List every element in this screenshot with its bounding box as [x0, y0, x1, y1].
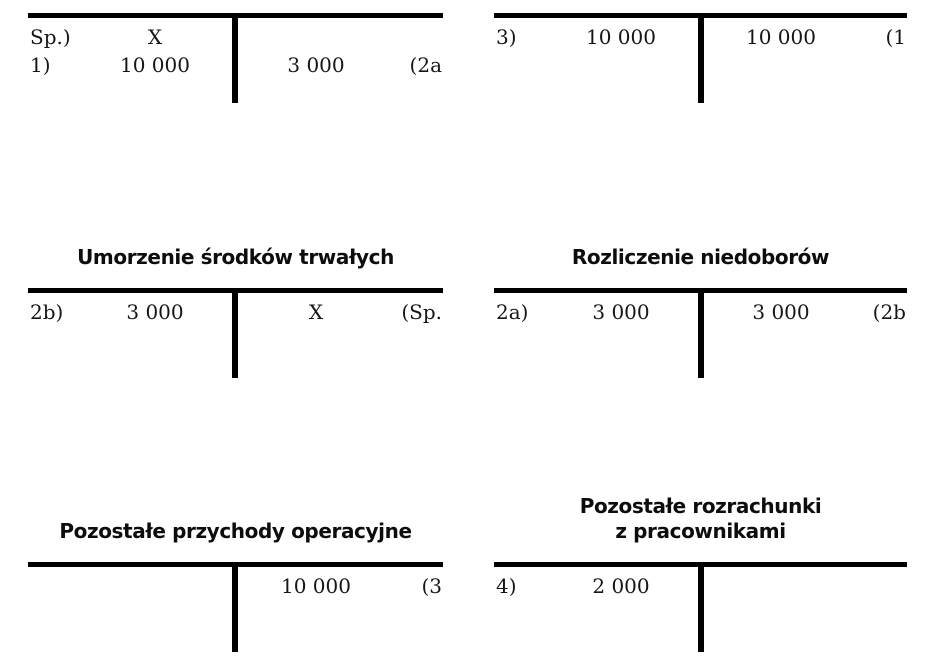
account-title-line: Rozliczenie niedoborów — [571, 245, 830, 269]
debit-column — [494, 23, 698, 51]
account-title — [484, 494, 917, 544]
entry-ref: (2a — [409, 53, 442, 77]
entry-amount: X — [308, 300, 324, 324]
credit-column — [238, 23, 443, 79]
entry-ref — [28, 572, 78, 600]
entry-amount — [704, 572, 858, 600]
debit-column — [28, 23, 232, 79]
debit-column — [28, 572, 232, 600]
account-title-line: Pozostałe rozrachunki — [579, 494, 822, 518]
ledger-entry — [704, 572, 907, 600]
ledger-entry — [704, 298, 907, 326]
credit-column — [238, 572, 443, 600]
debit-column — [494, 298, 698, 326]
entry-amount — [78, 572, 232, 600]
entry-ref — [858, 572, 907, 600]
ledger-entry — [28, 51, 232, 79]
entry-amount: 3 000 — [592, 300, 650, 324]
entry-amount: 10 000 — [281, 574, 351, 598]
account-title-line: z pracownikami — [615, 519, 786, 543]
ledger-entry — [238, 23, 443, 51]
entry-amount: 10 000 — [586, 25, 656, 49]
entry-ref: (1 — [885, 25, 906, 49]
ledger-entry — [238, 298, 443, 326]
entry-amount: 3 000 — [126, 300, 184, 324]
entry-ref: (Sp. — [401, 300, 442, 324]
entry-ref: Sp.) — [30, 25, 71, 49]
credit-column — [704, 23, 907, 51]
entry-ref: 1) — [30, 53, 51, 77]
ledger-entry — [494, 23, 698, 51]
entry-ref: 2b) — [30, 300, 64, 324]
ledger-entry — [494, 298, 698, 326]
entry-ref: 2a) — [496, 300, 529, 324]
t-account-umorzenie-srodkow-trwalych — [28, 245, 443, 383]
t-account-rozliczenie-niedoborow — [494, 245, 907, 383]
ledger-entry — [28, 23, 232, 51]
entry-amount: 3 000 — [752, 300, 810, 324]
t-account-pozostale-rozrachunki-z-pracownikami — [494, 494, 907, 657]
ledger-entry — [28, 572, 232, 600]
entry-ref — [394, 23, 443, 51]
entry-amount: 10 000 — [120, 53, 190, 77]
entry-amount — [238, 23, 394, 51]
entry-ref: (3 — [421, 574, 442, 598]
ledger-entry — [704, 23, 907, 51]
account-title — [18, 519, 453, 544]
ledger-entry — [494, 572, 698, 600]
t-account-top-right — [494, 13, 907, 108]
debit-column — [494, 572, 698, 600]
account-title — [18, 245, 453, 270]
entry-amount: X — [147, 25, 163, 49]
entry-ref: 3) — [496, 25, 517, 49]
account-title-line: Pozostałe przychody operacyjne — [59, 519, 412, 543]
entry-amount: 3 000 — [287, 53, 345, 77]
ledger-entry — [238, 51, 443, 79]
account-title-line: Umorzenie środków trwałych — [77, 245, 394, 269]
entry-amount: 10 000 — [746, 25, 816, 49]
entry-amount: 2 000 — [592, 574, 650, 598]
t-account-top-left — [28, 13, 443, 108]
entry-ref: 4) — [496, 574, 517, 598]
credit-column — [238, 298, 443, 326]
debit-column — [28, 298, 232, 326]
credit-column — [704, 572, 907, 600]
ledger-entry — [28, 298, 232, 326]
entry-ref: (2b — [872, 300, 906, 324]
credit-column — [704, 298, 907, 326]
ledger-entry — [238, 572, 443, 600]
t-account-pozostale-przychody-operacyjne — [28, 519, 443, 657]
account-title — [484, 245, 917, 270]
